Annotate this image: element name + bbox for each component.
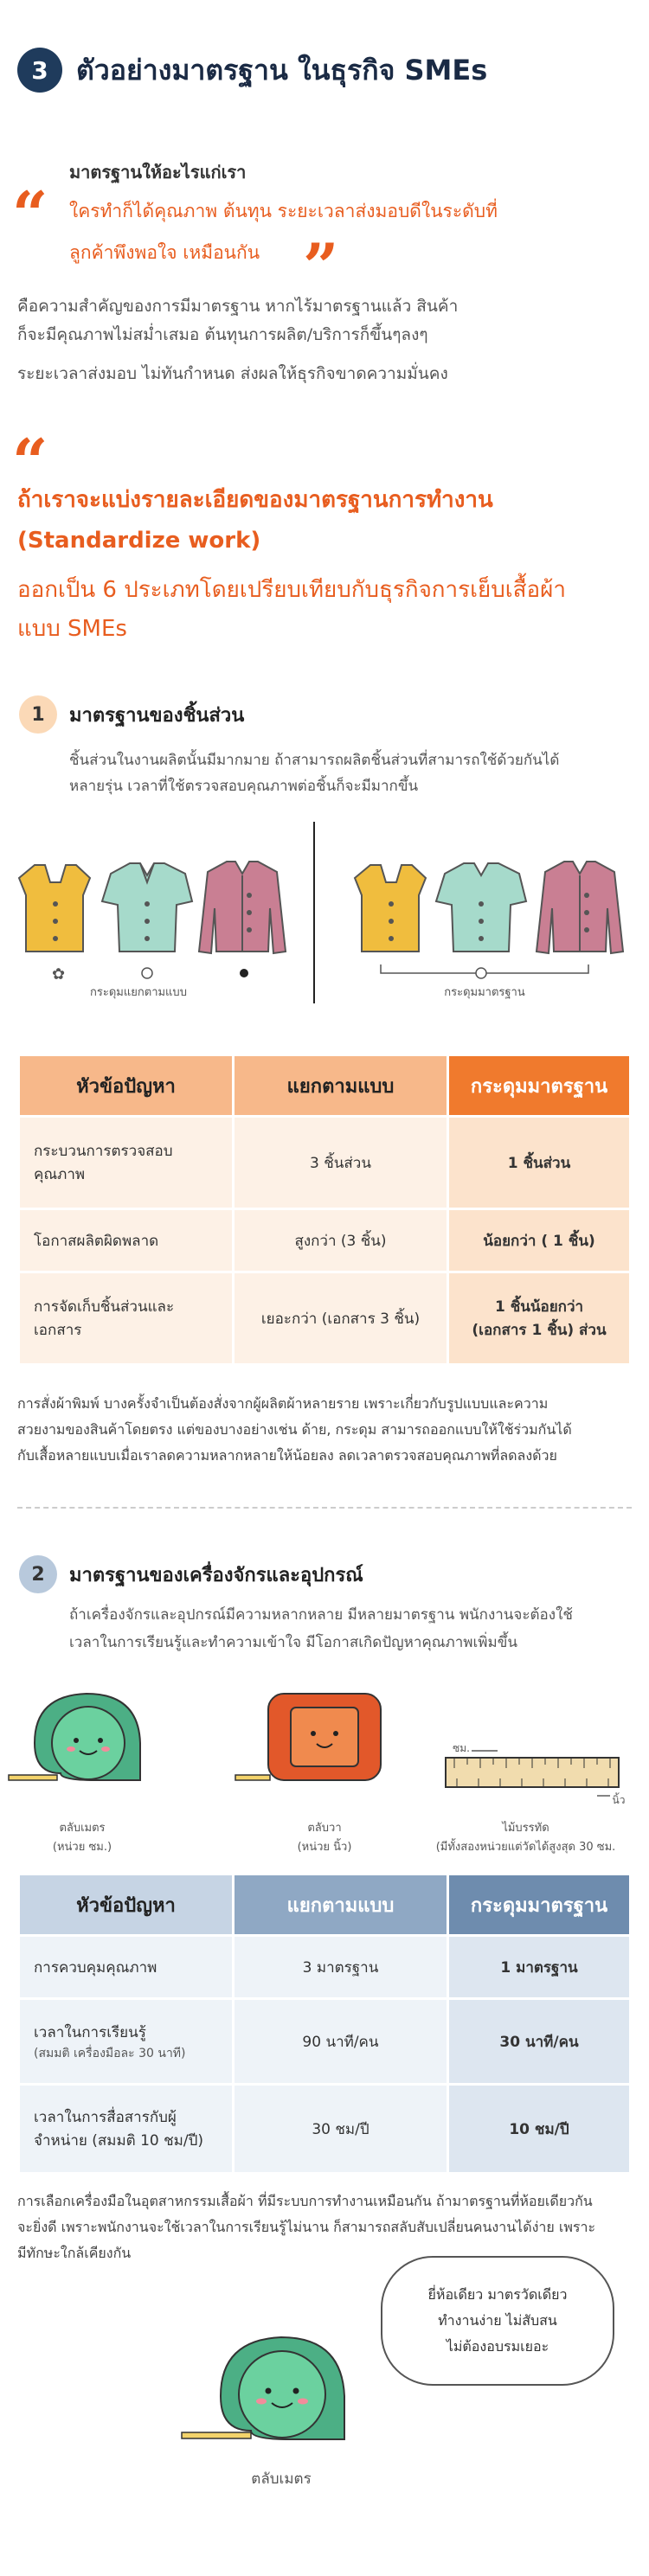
- headline-line: ออกเป็น 6 ประเภทโดยเปรียบเทียบกับธุรกิจการเย็บเสื้อผ้า: [17, 577, 566, 603]
- table-row: [20, 1273, 629, 1363]
- table-header-row: [20, 1875, 629, 1934]
- section-1-header: [19, 695, 244, 734]
- headline-line: แบบ SMEs: [17, 616, 127, 642]
- section-number-badge: 3: [17, 48, 62, 93]
- table-row: [20, 1937, 629, 1997]
- intro-line: ก็จะมีคุณภาพไม่สม่ำเสมอ ต้นทุนการผลิต/บริการก็ขึ้นๆลงๆ: [17, 325, 428, 344]
- intro-line: ระยะเวลาส่งมอบ ไม่ทันกำหนด ส่งผลให้ธุรกิจขาดความมั่นคง: [17, 364, 448, 383]
- table-header: หัวข้อปัญหา: [20, 1056, 232, 1115]
- tool-caption: ตลับวา (หน่วย นิ้ว): [297, 1822, 352, 1854]
- section-desc: เวลาในการเรียนรู้และทำความเข้าใจ มีโอกาสเกิดปัญหาคุณภาพเพิ่มขึ้น: [69, 1634, 517, 1651]
- divider: [17, 1507, 632, 1509]
- section-number-badge: 2: [19, 1555, 57, 1593]
- close-quote-icon: ”: [303, 229, 339, 303]
- measuring-tools-illustration: [0, 1678, 649, 1817]
- table-cell: 30 ชม/ปี: [235, 2086, 447, 2172]
- tool-caption: ตลับเมตร (หน่วย ซม.): [52, 1822, 112, 1854]
- table-row: [20, 1118, 629, 1208]
- table-cell: เวลาในการสื่อสารกับผู้ จำหน่าย (สมมติ 10 ชม/ปี): [20, 2086, 232, 2172]
- tape-measure-icon: [9, 1694, 140, 1780]
- table-cell: สูงกว่า (3 ชิ้น): [235, 1210, 447, 1271]
- table-cell: 1 ชิ้นส่วน: [449, 1118, 629, 1208]
- table-header: แยกตามแบบ: [235, 1875, 447, 1934]
- section2-note: จะยิ่งดี เพราะพนักงานจะใช้เวลาในการเรียนรู้ไม่นาน ก็สามารถสลับสับเปลี่ยนคนงานได้ง่าย เพราะ: [17, 2219, 596, 2235]
- table-header: กระดุมมาตรฐาน: [449, 1056, 629, 1115]
- table-cell: โอกาสผลิตผิดพลาด: [20, 1210, 232, 1271]
- table-header-row: [20, 1056, 629, 1115]
- table-row: [20, 1210, 629, 1271]
- table-cell: กระบวนการตรวจสอบ คุณภาพ: [20, 1118, 232, 1208]
- quote-line: ลูกค้าพึงพอใจ เหมือนกัน: [69, 242, 260, 263]
- table-cell: 30 นาที/คน: [449, 2000, 629, 2083]
- section-desc: ถ้าเครื่องจักรและอุปกรณ์มีความหลากหลาย มีหลายมาตรฐาน พนักงานจะต้องใช้: [69, 1606, 573, 1624]
- table-cell: 3 มาตรฐาน: [235, 1937, 447, 1997]
- table-header: กระดุมมาตรฐาน: [449, 1875, 629, 1934]
- caption-standard-buttons: กระดุมมาตรฐาน: [444, 986, 525, 999]
- table-cell: น้อยกว่า ( 1 ชิ้น): [449, 1210, 629, 1271]
- table-cell: 90 นาที/คน: [235, 2000, 447, 2083]
- speech-bubble: ยี่ห้อเดียว มาตรวัดเดียว ทำงานง่าย ไม่สับสน ไม่ต้องอบรมเยอะ: [381, 2256, 614, 2386]
- section2-note: การเลือกเครื่องมือในอุตสาหกรรมเสื้อผ้า ที่มีระบบการทำงานเหมือนกัน ถ้ามาตรฐานที่ห้อยเดียวกัน: [17, 2193, 593, 2209]
- mascot-label: ตลับเมตร: [251, 2470, 312, 2488]
- tool-caption: ไม้บรรทัด (มีทั้งสองหน่วยแต่วัดได้สูงสุด 30 ซม.: [435, 1822, 616, 1854]
- ruler-cm-label: ซม.: [453, 1742, 470, 1754]
- jacket-icon: [537, 862, 623, 953]
- section-title: มาตรฐานของชิ้นส่วน: [69, 704, 245, 727]
- headline-line: ถ้าเราจะแบ่งรายละเอียดของมาตรฐานการทำงาน: [17, 487, 493, 513]
- section2-note: มีทักษะใกล้เคียงกัน: [17, 2245, 132, 2261]
- section-header: [17, 48, 487, 93]
- comparison-table-1: [17, 1054, 632, 1366]
- headline-line: (Standardize work): [17, 528, 261, 554]
- vest-icon: [19, 865, 90, 952]
- section1-note: กับเสื้อหลายแบบเมื่อเราลดความหลากหลายให้น้อยลง ลดเวลาตรวจสอบคุณภาพที่ลดลงด้วย: [17, 1447, 557, 1464]
- table-cell: เยอะกว่า (เอกสาร 3 ชิ้น): [235, 1273, 447, 1363]
- table-cell: 1 มาตรฐาน: [449, 1937, 629, 1997]
- svg-text:✿: ✿: [52, 965, 66, 984]
- table-header: แยกตามแบบ: [235, 1056, 447, 1115]
- caption-separate-buttons: กระดุมแยกตามแบบ: [90, 986, 187, 999]
- open-quote-icon: “: [12, 425, 48, 498]
- ruler-inch-label: นิ้ว: [612, 1794, 626, 1806]
- table-cell: การควบคุมคุณภาพ: [20, 1937, 232, 1997]
- table-cell: เวลาในการเรียนรู้ (สมมติ เครื่องมือละ 30 นาที): [20, 2000, 232, 2083]
- table-header: หัวข้อปัญหา: [20, 1875, 232, 1934]
- open-quote-icon: “: [12, 177, 48, 251]
- comparison-table-2: [17, 1873, 632, 2175]
- section-2-header: [19, 1555, 363, 1593]
- table-cell: 10 ชม/ปี: [449, 2086, 629, 2172]
- table-cell: 1 ชิ้นน้อยกว่า (เอกสาร 1 ชิ้น) ส่วน: [449, 1273, 629, 1363]
- section-desc: หลายรุ่น เวลาที่ใช้ตรวจสอบคุณภาพต่อชิ้นก็จะมีมากขึ้น: [69, 778, 419, 795]
- section1-note: การสั่งผ้าพิมพ์ บางครั้งจำเป็นต้องสั่งจากผู้ผลิตผ้าหลายราย เพราะเกี่ยวกับรูปแบบและความ: [17, 1395, 549, 1412]
- tape-measure-mascot: [173, 2318, 398, 2474]
- shirt-icon: [436, 863, 526, 952]
- table-cell: การจัดเก็บชิ้นส่วนและ เอกสาร: [20, 1273, 232, 1363]
- vest-icon: [355, 865, 426, 952]
- section-number-badge: 1: [19, 695, 57, 734]
- intro-line: คือความสำคัญของการมีมาตรฐาน หากไร้มาตรฐานแล้ว สินค้า: [17, 297, 459, 316]
- section-desc: ชิ้นส่วนในงานผลิตนั้นมีมากมาย ถ้าสามารถผลิตชิ้นส่วนที่สามารถใช้ด้วยกันได้: [69, 752, 560, 769]
- table-row: [20, 2000, 629, 2083]
- page-title: ตัวอย่างมาตรฐาน ในธุรกิจ SMEs: [76, 53, 488, 87]
- table-cell: 3 ชิ้นส่วน: [235, 1118, 447, 1208]
- quote-line: ใครทำก็ได้คุณภาพ ต้นทุน ระยะเวลาส่งมอบดีในระดับที่: [69, 201, 498, 221]
- shirt-icon: [102, 863, 192, 952]
- jacket-icon: [199, 862, 286, 953]
- section-title: มาตรฐานของเครื่องจักรและอุปกรณ์: [69, 1564, 363, 1586]
- quote-subtitle: มาตรฐานให้อะไรแก่เรา: [69, 162, 247, 183]
- table-row: [20, 2086, 629, 2172]
- section1-note: สวยงามของสินค้าโดยตรง แต่ของบางอย่างเช่น ด้าย, กระดุม สามารถออกแบบให้ใช้ร่วมกันได้: [17, 1421, 572, 1438]
- tape-measure-icon: [235, 1694, 381, 1780]
